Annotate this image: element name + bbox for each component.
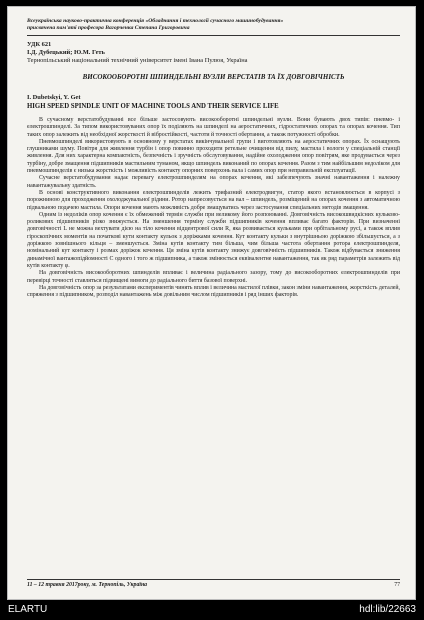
footer-date-place: 11 – 12 травня 2017року, м. Тернопіль, Україна [27,582,148,588]
page-number: 77 [394,582,400,588]
page-content [27,18,400,588]
title-en: HIGH SPEED SPINDLE UNIT OF MACHINE TOOLS AND THEIR SERVICE LIFE [27,103,279,110]
paragraph: В основі конструктивного виконання електрошпинделів лежить трифазний електродвигун, статор якого встановлюється в корпусі з порожниною для проходження охолоджувальної рідини. Ротор напресовується на вал – шпиндель, розміщений на опорах кочення з автоматичною підвальною подачею мастила. Опори кочення мають можливість добре змащуватись через застосування спеціальних методів змащення. [27,189,400,211]
page-footer [27,579,400,588]
udc-code: УДК 621 [27,41,52,48]
title-ua: ВИСОКООБОРОТНІ ШПИНДЕЛЬНІ ВУЗЛИ ВЕРСТАТІВ ТА ЇХ ДОВГОВІЧНІСТЬ [82,73,345,81]
authors-en: I. Dubetskyi, Y. Get [27,94,81,101]
paragraph: На довговічність опор за результатами експериментів чинять вплив і величина мастилої плівки, закон зміни навантаження, жорсткість деталей, спряження з підшипником, розподіл навантажень між довільним числом підшипників і ряд інших факторів. [27,284,400,299]
header-rule [27,35,400,36]
paragraph: Одним із недоліків опор кочення є їх обмежений термін служби при великому його розпоюванні. Довговічність високошвидкісних кульково-роликових підшипників різко знижується. На зменшення терміну служби підшипників кочення впливає багато факторів. При визначенні довговічності L не можна вехтувати дією на тіло кочення відцентрової сили R, яка розвивається кульками при орбітальному русі, а також вплив гіроскопічних моментів на початкові кути контакту кульок з доріжками кочення. Кут контакту кульки з внутрішньою доріжкою збільшується, а з доріжкою зовнішнього кільця – зменшується. Зміна кутів контакту тим більша, чим більша частота обертання ротора електрошпинделя, номінальний кут контакту і розмах доріжок кочення. Ця зміна кутів контакту знижує довговічність підшипників. Також відбувається зниження динамічної вантажопідйомності С одного і того ж підшипника, а також змінюється еквівалентне навантаження, так як ряд параметрів залежить від кутів контакту φ. [27,211,400,269]
conference-line-1: Всеукраїнська науково-практична конференція «Обладнання і технології сучасного машинобудування» [27,18,284,24]
handle-id: hdl:lib/22663 [359,604,416,615]
affiliation: Тернопільський національний технічний університет імені Івана Пулюя, Україна [27,57,248,64]
paragraph: Сучасне верстатобудування надає перевагу електрошпинделям на опорах кочення, які забезпечують значні навантаження і належну навантажувальну здатність. [27,175,400,189]
document-page [7,6,416,600]
paragraph: На довговічність високооборотних шпинделів впливає і величина радіального зазору, тому до високооборотних електрошпинделів при перевірці точності ставляться підвищені вимоги до радіального биття базової поверхні. [27,270,400,284]
paragraph: В сучасному верстатобудуванні все більше застосовують високооборотні шпиндельні вузли. Вони бувають двох типів: пневмо- і електрошпинделі. За типом використовуваних опор їх поділяють на шпинделі на аеростатичних, гідростатичних опорах та опорах кочення. Тип таких опор залежить від необхідної жорсткості й вібростійкості, частоти й точності обертання, а також потужності обробки. [27,117,400,138]
authors-ua: І.Д. Дубецький; Ю.М. Геть [27,49,105,56]
conference-header [27,18,400,32]
paragraph: Пневмошпинделі використовують в основному у верстатах викінчувальної групи і виготовляють на аеростатичних опорах. Їх оснащують глушниками шуму. Повітря для живлення турбін і опор повинно проходити ретельне очищення від пилу, мастила і вологи у спеціальній станції живлення. Для них характерна компактність, безпечність і зручність обслуговування, надійне охолодження опор повітрям, яке продувається через турбіну, добре змащення підшипників мастильним туманом, якщо шпиндель виконаний по опорах кочення. Разом з тим найбільшим недоліком для пневмошпинделів є низька жорсткість і можливість контакту опорних поверхонь вала і самих опор при неправильній експлуатації. [27,138,400,175]
repository-name: ELARTU [8,604,48,615]
repository-bar [0,600,424,620]
conference-line-2: присвячена пам'яті професора Вагорченка Степана Григоровича [27,25,190,31]
